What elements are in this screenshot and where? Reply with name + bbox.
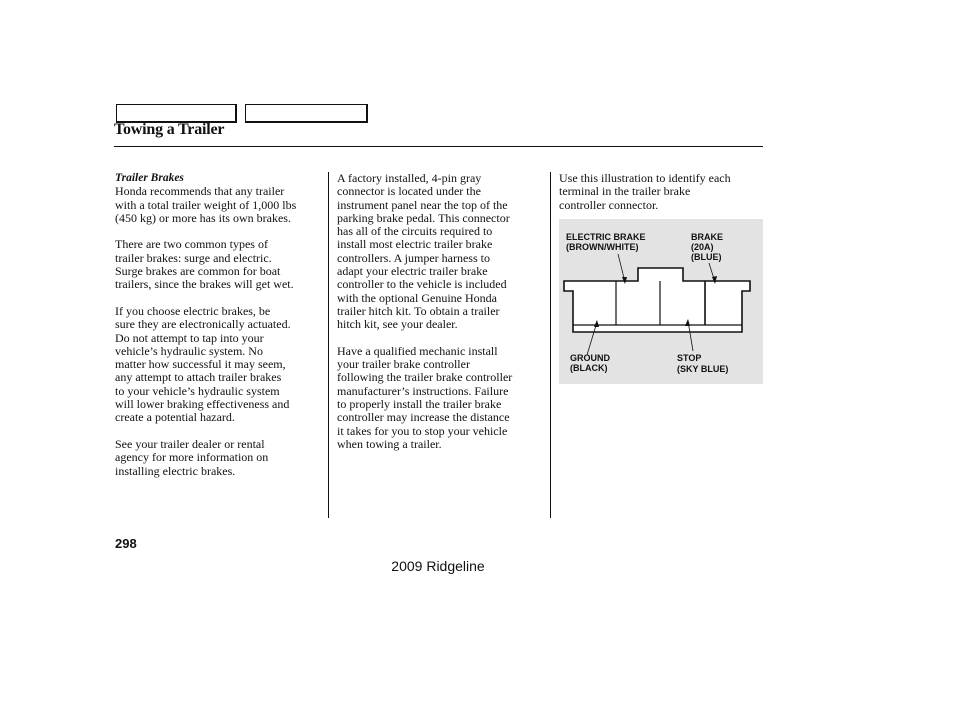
column-divider — [550, 172, 551, 518]
section-subhead: Trailer Brakes — [115, 172, 184, 184]
label-brake: BRAKE — [691, 232, 724, 242]
label-stop: STOP — [677, 353, 702, 363]
column-divider — [328, 172, 329, 518]
paragraph-electric-brakes-warning: If you choose electric brakes, be sure they are electronically actuated. Do not attempt to tap into your vehicle’s hydraulic system. No matter how successful it may seem, any attempt to attach trailer brakes to your vehicle’s hydraulic system will lower braking effectiveness and create a potential hazard. — [115, 303, 291, 425]
paragraph-dealer-info: See your trailer dealer or rental agency for more information on installing electric brakes. — [115, 436, 269, 478]
title-rule — [114, 146, 763, 147]
page-title: Towing a Trailer — [114, 121, 225, 138]
label-brake-fuse: (20A) — [691, 242, 714, 252]
column-left — [115, 172, 323, 491]
header-tab-right — [245, 104, 368, 123]
label-stop-color: (SKY BLUE) — [677, 364, 729, 374]
label-ground: GROUND — [570, 353, 610, 363]
label-ground-color: (BLACK) — [570, 363, 608, 373]
label-brake-color: (BLUE) — [691, 252, 722, 262]
column-right — [559, 172, 764, 225]
footer-model: 2009 Ridgeline — [391, 558, 485, 574]
page-number: 298 — [115, 536, 137, 551]
connector-diagram — [559, 219, 763, 384]
paragraph-illustration-intro: Use this illustration to identify each terminal in the trailer brake controller connector. — [559, 171, 731, 212]
paragraph-weight-recommendation: Honda recommends that any trailer with a total trailer weight of 1,000 lbs (450 kg) or more has its own brakes. — [115, 184, 297, 225]
column-middle — [337, 172, 542, 465]
paragraph-installation-advice: Have a qualified mechanic install your trailer brake controller following the trailer brake controller manufacturer’s instructions. Failure to properly install the trailer brake controller may increase the distance it takes for you to stop your vehicle when towing a trailer. — [337, 343, 513, 451]
label-electric-brake-color: (BROWN/WHITE) — [566, 242, 639, 252]
paragraph-connector-location: A factory installed, 4-pin gray connector is located under the instrument panel near the top of the parking brake pedal. This connector has all of the circuits required to install most electric trailer brake controllers. A jumper harness to adapt your electric trailer brake controller to the vehicle is included with the optional Genuine Honda trailer hitch kit. To obtain a trailer hitch kit, see your dealer. — [337, 171, 510, 332]
label-electric-brake: ELECTRIC BRAKE — [566, 232, 646, 242]
paragraph-brake-types: There are two common types of trailer brakes: surge and electric. Surge brakes are common for boat trailers, since the brakes will get wet. — [115, 237, 294, 292]
